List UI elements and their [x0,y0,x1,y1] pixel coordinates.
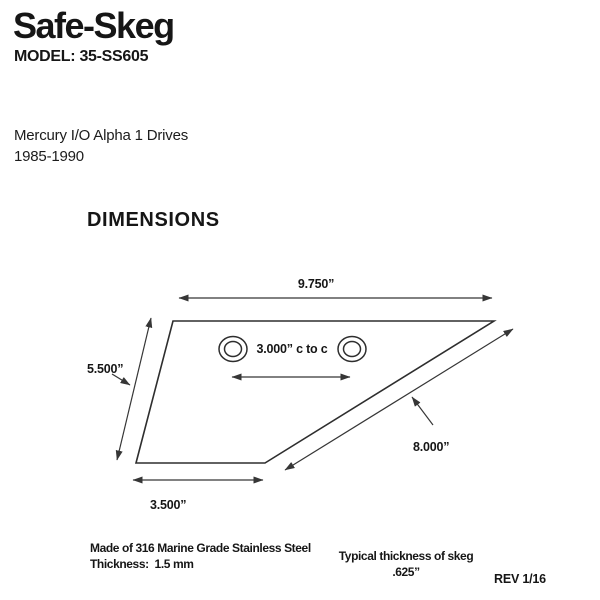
revision-label: REV 1/16 [494,572,546,586]
dim-label-diagonal: 8.000” [413,440,450,454]
dim-label-hole-spacing: 3.000” c to c [256,342,328,356]
dimensions-heading: DIMENSIONS [87,209,220,231]
application-info [14,125,188,167]
dim-label-bottom-width: 3.500” [150,498,187,512]
dim-arrow-diagonal [285,329,513,470]
material-line-1: Made of 316 Marine Grade Stainless Steel [90,541,311,555]
mounting-hole-left-inner-ring [225,342,242,357]
thickness-note-line-1: Typical thickness of skeg [338,549,474,563]
mounting-hole-left [219,337,247,362]
skeg-outline [136,321,494,463]
dim-arrow-left-height [117,318,151,460]
mounting-hole-left-outer-ring [219,337,247,362]
dim-label-left-height: 5.500” [87,362,124,376]
mounting-hole-right-outer-ring [338,337,366,362]
application-line-2: 1985-1990 [14,148,84,165]
dim-label-top-width: 9.750” [297,277,335,291]
mounting-hole-right-inner-ring [344,342,361,357]
material-note [90,541,311,572]
thickness-note-line-2: .625” [392,564,420,579]
leader-arrow-diagonal [412,397,433,425]
application-line-1: Mercury I/O Alpha 1 Drives [14,127,189,144]
model-number: MODEL: 35-SS605 [14,48,149,65]
material-line-2: Thickness: 1.5 mm [90,556,194,571]
skeg-thickness-note [306,549,506,580]
leader-arrow-left-height [112,374,130,385]
page-title: Safe-Skeg [13,5,174,46]
mounting-hole-right [338,337,366,362]
